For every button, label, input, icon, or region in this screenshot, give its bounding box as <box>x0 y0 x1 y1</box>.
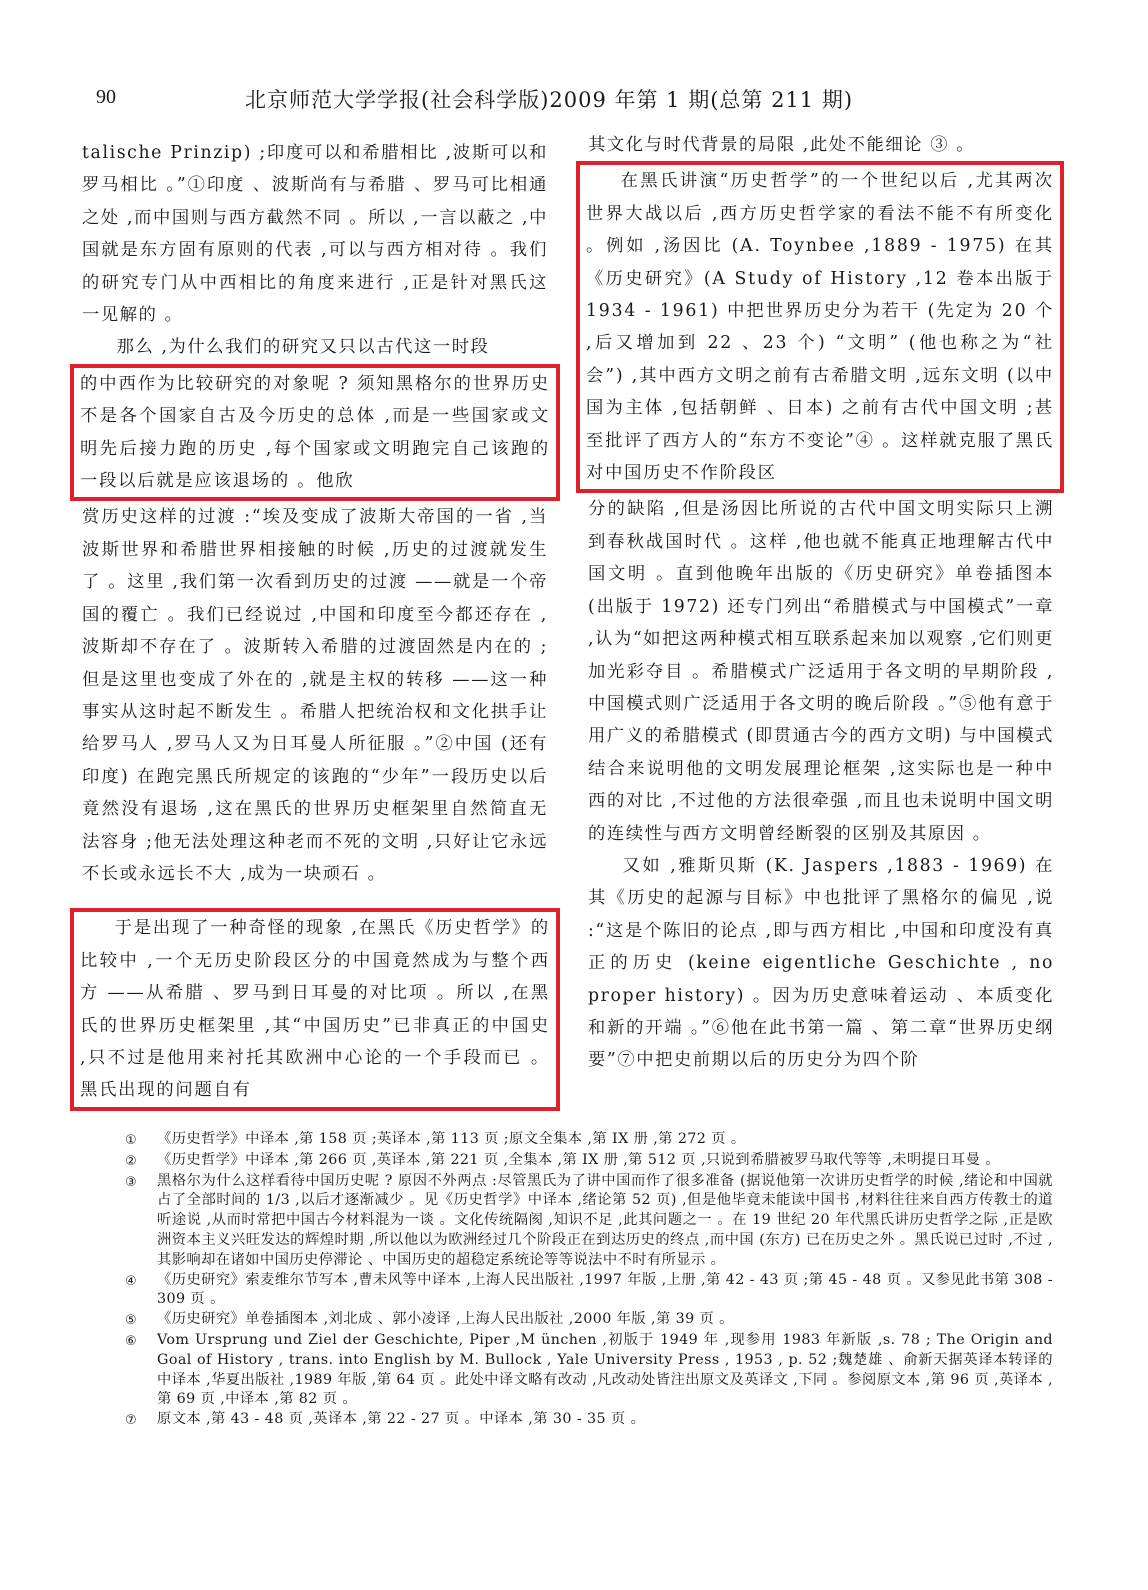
highlighted-text: 的中西作为比较研究的对象呢 ? 须知黑格尔的世界历史不是各个国家自古及今历史的总体 ,而是一些国家或文明先后接力跑的历史 ,每个国家或文明跑完自己该跑的一段以后就是应该退场的 。他欣 <box>80 373 550 492</box>
footnote-mark: ⑥ <box>125 1333 138 1349</box>
paragraph: 那么 ,为什么我们的研究又只以古代这一时段 <box>116 337 490 358</box>
footnote <box>125 1130 1053 1151</box>
left-column <box>82 137 548 1111</box>
paragraph: 其文化与时代背景的局限 ,此处不能细论 ③ 。 <box>588 135 976 155</box>
footnote-mark: ④ <box>125 1273 138 1289</box>
highlight-box <box>70 364 560 502</box>
footnote <box>125 1172 1053 1271</box>
footnote-text: 黑格尔为什么这样看待中国历史呢 ? 原因不外两点 :尽管黑氏为了讲中国而作了很多准备 (据说他第一次讲历史哲学的时候 ,绪论和中国就占了全部时间的 1/3 ,以后才逐渐减少 。见《历史哲学》中译本 ,绪论第 52 页) ,但是他毕竟未能读中国书 ,材料往往来自西方传教士的道听途说 ,从而时常把中国古今材料混为一谈 。文化传统隔阂 ,知识不足 ,此其问题之一 。在 19 世纪 20 年代黑氏讲历史哲学之际 ,正是欧洲资本主义兴旺发达的辉煌时期 ,所以他以为欧洲经过几个阶段正在到达历史的终点 ,而中国 (东方) 已在历史之外 。黑氏说已过时 ,不过 ,其影响却在诸如中国历史停滞论 、中国历史的超稳定系统论等等说法中不时有所显示 。 <box>157 1172 1053 1268</box>
highlight-box <box>576 161 1064 493</box>
footnote-mark: ② <box>125 1153 138 1169</box>
paragraph: talische Prinzip) ;印度可以和希腊相比 ,波斯可以和罗马相比 。”①印度 、波斯尚有与希腊 、罗马可比相通之处 ,而中国则与西方截然不同 。所以 ,一言以蔽之 ,中国就是东方固有原则的代表 ,可以与西方相对待 。我们的研究专门从中西相比的角度来进行 ,正是针对黑氏这一见解的 。 <box>82 143 548 326</box>
footnote-text: 《历史研究》单卷插图本 ,刘北成 、郭小凌译 ,上海人民出版社 ,2000 年版 ,第 39 页 。 <box>157 1311 734 1328</box>
footnote-text: 《历史哲学》中译本 ,第 158 页 ;英译本 ,第 113 页 ;原文全集本 ,第 IX 册 ,第 272 页 。 <box>157 1131 746 1147</box>
journal-title: 北京师范大学学报(社会科学版)2009 年第 1 期(总第 211 期) <box>245 88 854 112</box>
footnote-text: 原文本 ,第 43 - 48 页 ,英译本 ,第 22 - 27 页 。中译本 ,第 30 - 35 页 。 <box>157 1411 646 1428</box>
footnote <box>125 1331 1053 1410</box>
footnote-mark: ⑤ <box>125 1313 138 1329</box>
right-column <box>588 137 1054 1077</box>
paragraph: 赏历史这样的过渡 :“埃及变成了波斯大帝国的一省 ,当波斯世界和希腊世界相接触的时候 ,历史的过渡就发生了 。这里 ,我们第一次看到历史的过渡 ——就是一个帝国的覆亡 。我们已经说过 ,中国和印度至今都还存在 ,波斯却不存在了 。波斯转入希腊的过渡固然是内在的 ;但是这里也变成了外在的 ,就是主权的转移 ——这一种事实从这时起不断发生 。希腊人把统治权和文化拱手让给罗马人 ,罗马人又为日耳曼人所征服 。”②中国 (还有印度) 在跑完黑氏所规定的该跑的“少年”一段历史以后竟然没有退场 ,这在黑氏的世界历史框架里自然简直无法容身 ;他无法处理这种老而不死的文明 ,只好让它永远不长或永远长不大 ,成为一块顽石 。 <box>82 507 548 884</box>
footnote-mark: ③ <box>125 1174 138 1190</box>
highlight-box <box>70 908 560 1110</box>
highlighted-text: 在黑氏讲演“历史哲学”的一个世纪以后 ,尤其两次世界大战以后 ,西方历史哲学家的看法不能不有所变化 。例如 ,汤因比 (A. Toynbee ,1889 - 1975) 在其《历史研究》(A Study of History ,12 卷本出版于 1934 - 1961) 中把世界历史分为若干 (先定为 20 个 ,后又增加到 22 、23 个) “文明” (他也称之为“社会”) ,其中西方文明之前有古希腊文明 ,远东文明 (以中国为主体 ,包括朝鲜 、日本) 之前有古代中国文明 ;甚至批评了西方人的“东方不变论”④ 。这样就克服了黑氏对中国历史不作阶段区 <box>586 171 1054 484</box>
footnote-mark: ① <box>125 1133 138 1148</box>
footnote-text: Vom Ursprung und Ziel der Geschichte, Piper ,M ünchen ,初版于 1949 年 ,现参用 1983 年新版 ,s. 78 ; The Origin and Goal of History , trans. into English by M. Bullock , Yale University Press , 1953 , p. 52 ;魏楚雄 、俞新天据英译本转译的中译本 ,华夏出版社 ,1989 年版 ,第 64 页 。此处中译文略有改动 ,凡改动处皆注出原文及英译文 ,下同 。参阅原文本 ,第 96 页 ,英译本 ,第 69 页 ,中译本 ,第 82 页 。 <box>157 1331 1053 1408</box>
footnote <box>125 1271 1053 1311</box>
paragraph: 分的缺陷 ,但是汤因比所说的古代中国文明实际只上溯到春秋战国时代 。这样 ,他也就不能真正地理解古代中国文明 。直到他晚年出版的《历史研究》单卷插图本 (出版于 1972) 还专门列出“希腊模式与中国模式”一章 ,认为“如把这两种模式相互联系起来加以观察 ,它们则更加光彩夺目 。希腊模式广泛适用于各文明的早期阶段 ,中国模式则广泛适用于各文明的晚后阶段 。”⑤他有意于用广义的希腊模式 (即贯通古今的西方文明) 与中国模式结合来说明他的文明发展理论框架 ,这实际也是一种中西的对比 ,不过他的方法很牵强 ,而且也未说明中国文明的连续性与西方文明曾经断裂的区别及其原因 。 <box>588 499 1054 844</box>
highlighted-text: 于是出现了一种奇怪的现象 ,在黑氏《历史哲学》的比较中 ,一个无历史阶段区分的中国竟然成为与整个西方 ——从希腊 、罗马到日耳曼的对比项 。所以 ,在黑氏的世界历史框架里 ,其“中国历史”已非真正的中国史 ,只不过是他用来衬托其欧洲中心论的一个手段而已 。黑氏出现的问题自有 <box>80 918 550 1101</box>
footnote-text: 《历史研究》索麦维尔节写本 ,曹未风等中译本 ,上海人民出版社 ,1997 年版 ,上册 ,第 42 - 43 页 ;第 45 - 48 页 。又参见此书第 308 - 309 页 。 <box>157 1271 1053 1308</box>
footnote <box>125 1151 1053 1172</box>
page-number: 90 <box>96 86 116 108</box>
footnote <box>125 1410 1053 1431</box>
footnotes <box>125 1130 1053 1431</box>
footnote-text: 《历史哲学》中译本 ,第 266 页 ,英译本 ,第 221 页 ,全集本 ,第 IX 册 ,第 512 页 ,只说到希腊被罗马取代等等 ,未明提日耳曼 。 <box>157 1151 1000 1168</box>
page-header <box>0 86 1148 118</box>
paragraph: 又如 ,雅斯贝斯 (K. Jaspers ,1883 - 1969) 在其《历史的起源与目标》中也批评了黑格尔的偏见 ,说 :“这是个陈旧的论点 ,即与西方相比 ,中国和印度没有真正的历史 (keine eigentliche Geschichte , no proper history) 。因为历史意味着运动 、本质变化和新的开端 。”⑥他在此书第一篇 、第二章“世界历史纲要”⑦中把史前期以后的历史分为四个阶 <box>588 855 1054 1071</box>
footnote <box>125 1310 1053 1331</box>
footnote-mark: ⑦ <box>125 1413 138 1429</box>
